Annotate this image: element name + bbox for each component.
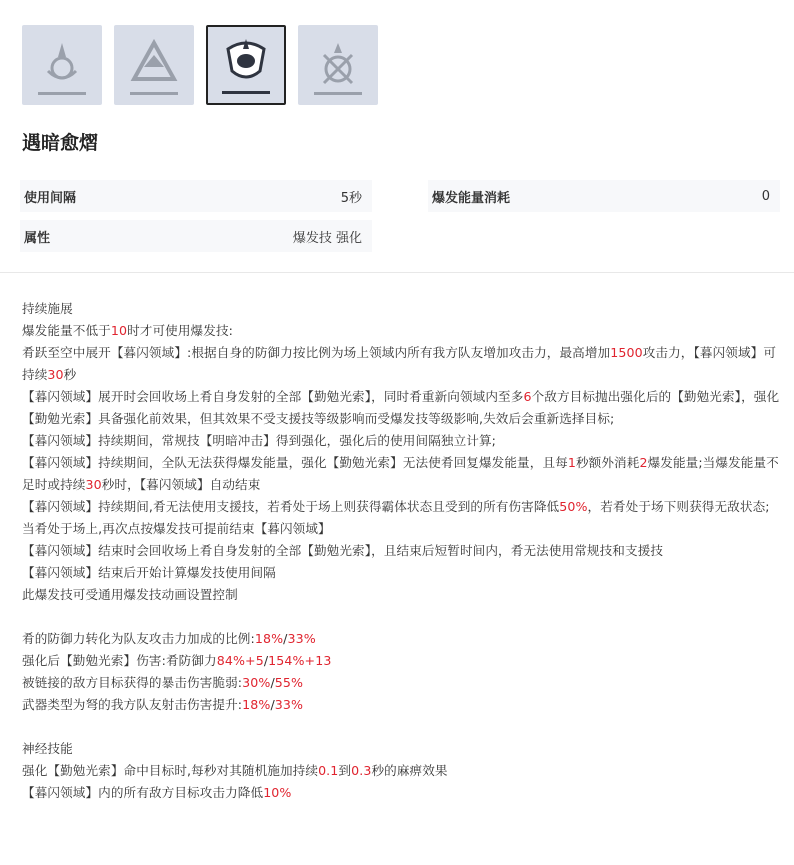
stat-attribute-value: 爆发技 强化	[292, 230, 362, 246]
cross-icon	[298, 25, 378, 105]
highlight-value: 1500	[610, 345, 643, 360]
highlight-value: 2	[639, 455, 648, 470]
desc-line	[22, 342, 782, 386]
desc-text: /	[263, 653, 269, 668]
skill-icon-tile-1[interactable]	[22, 25, 102, 105]
desc-line: 【暮闪领域】持续期间，常规技【明暗冲击】得到强化，强化后的使用间隔独立计算;	[22, 433, 497, 448]
desc-text: 个敌方目标抛出强化后的【勤勉光索】，强化【勤勉光索】具备强化前效果，但其效果不受支援技等级影响而受爆发技等级影响,失效后会重新选择目标;	[22, 389, 780, 426]
highlight-value: 18%	[254, 631, 284, 646]
highlight-value: 0.1	[318, 763, 339, 778]
desc-text: 爆发能量不低于	[22, 323, 111, 338]
desc-line	[22, 782, 782, 804]
desc-text: 强化【勤勉光索】命中目标时,每秒对其随机施加持续	[22, 763, 319, 778]
desc-line: 当肴处于场上,再次点按爆发技可提前结束【暮闪领域】	[22, 521, 331, 536]
desc-line	[22, 760, 782, 782]
stat-interval-value: 5秒	[340, 190, 362, 206]
desc-text: 爆发能量;当爆发能量不足时或持续	[22, 455, 779, 492]
desc-text: /	[270, 675, 275, 690]
highlight-value: 6	[523, 389, 532, 404]
desc-text: 肴的防御力转化为队友攻击力加成的比例:	[22, 631, 255, 646]
stat-energy	[428, 180, 780, 212]
stat-interval	[20, 180, 372, 212]
stat-interval-label: 使用间隔	[24, 190, 77, 206]
desc-text: 时才可使用爆发技:	[127, 323, 233, 338]
desc-text: /	[270, 697, 275, 712]
desc-text: 武器类型为弩的我方队友射击伤害提升:	[22, 697, 243, 712]
skill-title: 遇暗愈熠	[22, 132, 99, 154]
desc-text: 秒的麻痹效果	[371, 763, 448, 778]
desc-text: 【暮闪领域】展开时会回收场上肴自身发射的全部【勤勉光索】，同时肴重新向领域内至多	[22, 389, 524, 404]
desc-line	[22, 628, 782, 650]
desc-line	[22, 496, 782, 518]
mask-icon	[208, 27, 284, 103]
stat-attribute-label: 属性	[24, 230, 51, 246]
stat-energy-value: 0	[761, 188, 770, 204]
skill-icon-tile-2[interactable]	[114, 25, 194, 105]
desc-line	[22, 650, 782, 672]
section-divider	[0, 272, 794, 273]
desc-line: 【暮闪领域】结束后开始计算爆发技使用间隔	[22, 565, 276, 580]
desc-text: /	[283, 631, 288, 646]
skill-description	[22, 298, 782, 804]
highlight-value: 154%+13	[268, 653, 332, 668]
desc-text: 攻击力，【暮闪领域】可持续	[22, 345, 777, 382]
stat-energy-label: 爆发能量消耗	[432, 190, 511, 206]
highlight-value: 55%	[274, 675, 304, 690]
desc-text: 肴跃至空中展开【暮闪领域】:根据自身的防御力按比例为场上领域内所有我方队友增加攻击力，最高增加	[22, 345, 611, 360]
skill-icon-tile-4[interactable]	[298, 25, 378, 105]
desc-text: 秒	[63, 367, 77, 382]
desc-text: 【暮闪领域】内的所有敌方目标攻击力降低	[22, 785, 264, 800]
desc-text: 秒时，【暮闪领域】自动结束	[101, 477, 261, 492]
desc-line: 持续施展	[22, 301, 73, 316]
desc-line: 此爆发技可受通用爆发技动画设置控制	[22, 587, 238, 602]
desc-text: 强化后【勤勉光索】伤害:肴防御力	[22, 653, 217, 668]
highlight-value: 50%	[559, 499, 588, 514]
desc-text: ，若肴处于场下则获得无敌状态;	[587, 499, 770, 514]
desc-text: 【暮闪领域】持续期间,肴无法使用支援技，若肴处于场上则获得霸体状态且受到的所有伤害降低	[22, 499, 560, 514]
highlight-value: 30	[47, 367, 64, 382]
highlight-value: 10	[110, 323, 128, 338]
highlight-value: 33%	[287, 631, 316, 646]
desc-line	[22, 452, 782, 496]
highlight-value: 18%	[242, 697, 271, 712]
desc-line: 【暮闪领域】结束时会回收场上肴自身发射的全部【勤勉光索】，且结束后短暂时间内，肴无法使用常规技和支援技	[22, 543, 664, 558]
highlight-value: 30	[85, 477, 102, 492]
highlight-value: 30%	[242, 675, 271, 690]
stat-attribute	[20, 220, 372, 252]
highlight-value: 84%+5	[216, 653, 264, 668]
desc-text: 到	[338, 763, 352, 778]
highlight-value: 1	[567, 455, 576, 470]
desc-section-heading: 神经技能	[22, 741, 73, 756]
desc-line	[22, 672, 782, 694]
desc-text: 【暮闪领域】持续期间，全队无法获得爆发能量，强化【勤勉光索】无法使肴回复爆发能量，且每	[22, 455, 568, 470]
highlight-value: 10%	[263, 785, 292, 800]
desc-text: 秒额外消耗	[575, 455, 640, 470]
triangle-icon	[114, 25, 194, 105]
orb-icon	[22, 25, 102, 105]
desc-line	[22, 320, 782, 342]
highlight-value: 0.3	[351, 763, 372, 778]
desc-text: 被链接的敌方目标获得的暴击伤害脆弱:	[22, 675, 243, 690]
skill-icon-tile-3[interactable]	[206, 25, 286, 105]
desc-line	[22, 386, 782, 430]
desc-line	[22, 694, 782, 716]
highlight-value: 33%	[274, 697, 304, 712]
